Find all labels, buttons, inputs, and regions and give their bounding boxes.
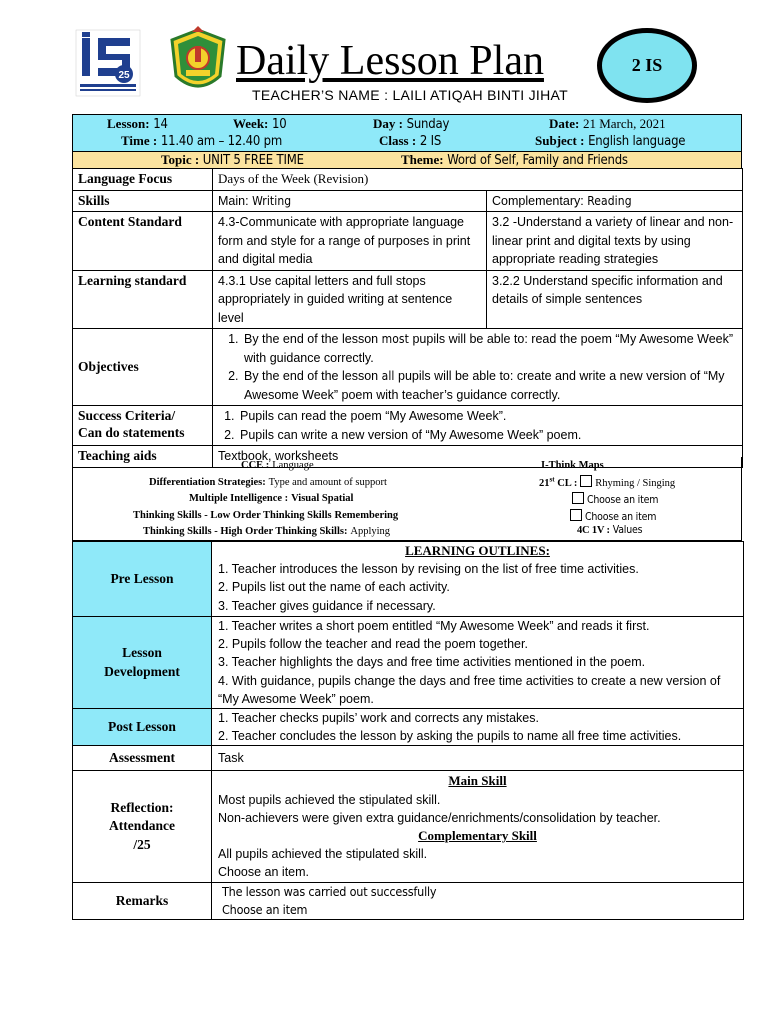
objective-text: pupils will be able to: create and write a new version of “My Awesome Week” poem with teacher’s guidance correctly.	[244, 369, 725, 402]
lesson-details-table	[72, 168, 743, 468]
cce-block	[72, 457, 742, 541]
objective-item	[242, 367, 737, 404]
multiple-intelligence-value[interactable]: Visual Spatial	[291, 493, 354, 504]
pre-lesson-cell	[212, 542, 744, 617]
objective-choice[interactable]: most	[381, 332, 409, 346]
week-field	[233, 116, 311, 132]
class-field	[379, 133, 465, 149]
differentiation-field	[149, 476, 415, 488]
cl-field	[539, 475, 689, 489]
reflection-label	[73, 771, 212, 882]
cce-field	[241, 459, 361, 471]
objectives-cell	[213, 329, 743, 406]
class-badge	[597, 28, 697, 103]
time-label: Time :	[121, 133, 158, 148]
reflection-line[interactable]: Non-achievers were given extra guidance/enrichments/consolidation by teacher.	[218, 810, 661, 825]
page-title: Daily Lesson Plan	[236, 38, 544, 84]
class-value[interactable]: 2 IS	[419, 134, 442, 149]
day-value[interactable]: Sunday	[406, 117, 450, 132]
reflection-label-line: Reflection:	[110, 800, 174, 816]
language-focus-value[interactable]: Days of the Week (Revision)	[213, 169, 743, 191]
multiple-intelligence-label: Multiple Intelligence :	[189, 493, 289, 504]
lesson-development-row	[73, 617, 744, 709]
subject-field	[535, 133, 739, 149]
subject-label: Subject :	[535, 133, 585, 148]
success-list	[218, 407, 737, 444]
comp-skill-cell	[487, 190, 743, 212]
hots-field	[143, 525, 417, 537]
teaching-aids-label: Teaching aids	[73, 446, 213, 468]
lots-label: Thinking Skills - Low Order Thinking Skills	[133, 510, 332, 521]
dev-step[interactable]: 1. Teacher writes a short poem entitled “My Awesome Week” and reads it first.	[218, 619, 650, 633]
cl-checkbox[interactable]	[580, 475, 592, 487]
content-standard-comp[interactable]: 3.2 -Understand a variety of linear and non-linear print and digital texts by using appropriate reading strategies	[487, 212, 743, 271]
objective-choice[interactable]: all	[381, 369, 395, 383]
pre-step[interactable]: 1. Teacher introduces the lesson by revising on the list of free time activities.	[218, 562, 639, 577]
lesson-label: Lesson:	[107, 116, 150, 131]
topic-theme-band	[72, 151, 742, 169]
language-focus-row	[73, 169, 743, 191]
week-label: Week:	[233, 116, 269, 131]
remarks-label: Remarks	[73, 882, 212, 919]
remarks-cell	[212, 882, 744, 919]
ithink-maps-label	[541, 459, 604, 471]
lots-field	[133, 509, 417, 521]
theme-field	[401, 152, 657, 168]
remarks-row	[73, 882, 744, 919]
class-badge-label: 2 IS	[631, 55, 663, 75]
hots-label: Thinking Skills - High Order Thinking Skills:	[143, 526, 348, 537]
comp-skill-label: Complementary:	[492, 193, 584, 208]
post-lesson-label: Post Lesson	[73, 709, 212, 746]
choose-item-text[interactable]: Choose an item	[587, 494, 659, 506]
cl-label: 21	[539, 478, 550, 489]
week-value[interactable]: 10	[272, 117, 287, 132]
objectives-row	[73, 329, 743, 406]
content-standard-label: Content Standard	[73, 212, 213, 271]
reflection-line[interactable]: Most pupils achieved the stipulated skill.	[218, 792, 441, 807]
assessment-value[interactable]: Task	[212, 746, 744, 771]
lesson-development-label	[73, 617, 212, 709]
language-focus-label: Language Focus	[73, 169, 213, 191]
differentiation-value[interactable]: Type and amount of support	[268, 477, 387, 488]
lesson-value[interactable]: 14	[153, 117, 168, 132]
dev-step[interactable]: 3. Teacher highlights the days and free time activities mentioned in the poem.	[218, 655, 646, 670]
objective-text: By the end of the lesson	[244, 332, 379, 346]
main-skill-value[interactable]: Writing	[252, 193, 292, 208]
cl-suffix: CL :	[554, 478, 578, 489]
date-label: Date:	[549, 116, 580, 131]
lesson-development-cell	[212, 617, 744, 709]
comp-skill-value[interactable]: Reading	[587, 193, 632, 208]
choose-item-2[interactable]	[570, 509, 656, 523]
choose-checkbox[interactable]	[572, 492, 584, 504]
multiple-intelligence-field	[189, 492, 419, 504]
topic-field	[161, 152, 327, 168]
skills-label: Skills	[73, 190, 213, 212]
teaching-aids-value[interactable]: Textbook, worksheets	[213, 446, 743, 468]
reflection-label-line: Attendance	[109, 818, 175, 834]
cce-label: CCE :	[241, 460, 270, 471]
objectives-list	[218, 330, 737, 404]
fourc-value[interactable]: Values	[612, 524, 643, 536]
pre-lesson-row	[73, 542, 744, 617]
remarks-line[interactable]: The lesson was carried out successfully	[222, 883, 437, 899]
success-item[interactable]: 1. Pupils can read the poem “My Awesome Week”.	[238, 407, 737, 426]
theme-value[interactable]: Word of Self, Family and Friends	[447, 153, 628, 168]
assessment-label: Assessment	[73, 746, 212, 771]
content-standard-row	[73, 212, 743, 271]
cl-sup: st	[549, 475, 555, 484]
time-value[interactable]: 11.40 am – 12.40 pm	[160, 134, 283, 149]
date-field	[549, 116, 739, 132]
choose-checkbox[interactable]	[570, 509, 582, 521]
dev-step[interactable]: 4. With guidance, pupils change the days and free time activities to create a new version of “My Awesome Week” poem.	[218, 673, 721, 706]
success-criteria-label	[73, 406, 213, 446]
subject-value[interactable]: English language	[588, 134, 686, 149]
day-field	[373, 116, 461, 132]
teacher-name: TEACHER’S NAME : LAILI ATIQAH BINTI JIHAT	[252, 87, 568, 103]
success-label-line: Can do statements	[78, 425, 185, 440]
day-label: Day :	[373, 116, 403, 131]
fourc-label: 4C 1V :	[577, 525, 610, 536]
hots-value[interactable]: Applying	[350, 526, 391, 537]
cce-value[interactable]: Language	[272, 460, 314, 471]
ithink-label: I-Think Maps	[541, 460, 604, 471]
cl-value[interactable]: Rhyming / Singing	[595, 478, 676, 489]
skills-row	[73, 190, 743, 212]
fourc-field	[577, 524, 687, 536]
post-lesson-row	[73, 709, 744, 746]
dev-step[interactable]: 2. Pupils follow the teacher and read the poem together.	[218, 637, 528, 652]
success-item[interactable]: 2. Pupils can write a new version of “My Awesome Week” poem.	[238, 426, 737, 445]
is-logo	[74, 28, 142, 98]
lesson-field	[107, 116, 227, 132]
complementary-skill-heading: Complementary Skill	[418, 828, 537, 844]
pre-step[interactable]: 2. Pupils list out the name of each activity.	[218, 580, 450, 595]
learning-standard-main[interactable]: 4.3.1 Use capital letters and full stops appropriately in guided writing at sentence level	[213, 270, 487, 329]
success-label-line: Success Criteria/	[78, 408, 176, 423]
objective-item	[242, 330, 737, 367]
differentiation-label: Differentiation Strategies:	[149, 477, 266, 488]
objective-text: pupils will be able to: read the poem “My Awesome Week” with guidance correctly.	[244, 332, 734, 365]
post-step[interactable]: 1. Teacher checks pupils’ work and corrects any mistakes.	[218, 711, 539, 726]
remarks-line[interactable]: Choose an item	[222, 901, 308, 917]
content-standard-main[interactable]: 4.3-Communicate with appropriate language form and style for a range of purposes in print and digital media	[213, 212, 487, 271]
success-criteria-row	[73, 406, 743, 446]
pre-step[interactable]: 3. Teacher gives guidance if necessary.	[218, 598, 436, 613]
learning-standard-row	[73, 270, 743, 329]
is-logo-number: 25	[118, 70, 130, 81]
choose-item-1[interactable]	[572, 492, 658, 506]
main-skill-heading: Main Skill	[448, 773, 507, 789]
lots-value[interactable]: Remembering	[334, 510, 399, 521]
theme-label: Theme:	[401, 152, 444, 167]
reflection-row	[73, 771, 744, 882]
class-label: Class :	[379, 133, 417, 148]
learning-standard-label: Learning standard	[73, 270, 213, 329]
reflection-line[interactable]: All pupils achieved the stipulated skill.	[218, 847, 428, 862]
reflection-cell	[212, 771, 744, 882]
dev-label-line: Development	[104, 663, 180, 679]
post-step[interactable]: 2. Teacher concludes the lesson by asking the pupils to name all free time activities.	[218, 729, 682, 744]
topic-value[interactable]: UNIT 5 FREE TIME	[202, 153, 304, 168]
date-value[interactable]: 21 March, 2021	[582, 116, 666, 131]
objective-text: By the end of the lesson	[244, 369, 379, 383]
lesson-info-band	[72, 114, 742, 152]
time-field	[121, 133, 331, 149]
learning-outlines-heading: LEARNING OUTLINES:	[405, 543, 550, 558]
choose-item-text[interactable]: Choose an item	[585, 511, 657, 523]
main-skill-label: Main:	[218, 193, 249, 208]
topic-label: Topic :	[161, 152, 200, 167]
assessment-row	[73, 746, 744, 771]
attendance-count[interactable]: /25	[133, 836, 151, 852]
main-skill-cell	[213, 190, 487, 212]
reflection-line[interactable]: Choose an item.	[218, 865, 310, 880]
dev-label-line: Lesson	[122, 645, 162, 661]
success-criteria-cell	[213, 406, 743, 446]
post-lesson-cell	[212, 709, 744, 746]
school-crest-logo	[166, 26, 230, 98]
pre-lesson-label: Pre Lesson	[73, 542, 212, 617]
objectives-label: Objectives	[73, 329, 213, 406]
learning-outlines-table	[72, 541, 744, 920]
learning-standard-comp[interactable]: 3.2.2 Understand specific information and details of simple sentences	[487, 270, 743, 329]
